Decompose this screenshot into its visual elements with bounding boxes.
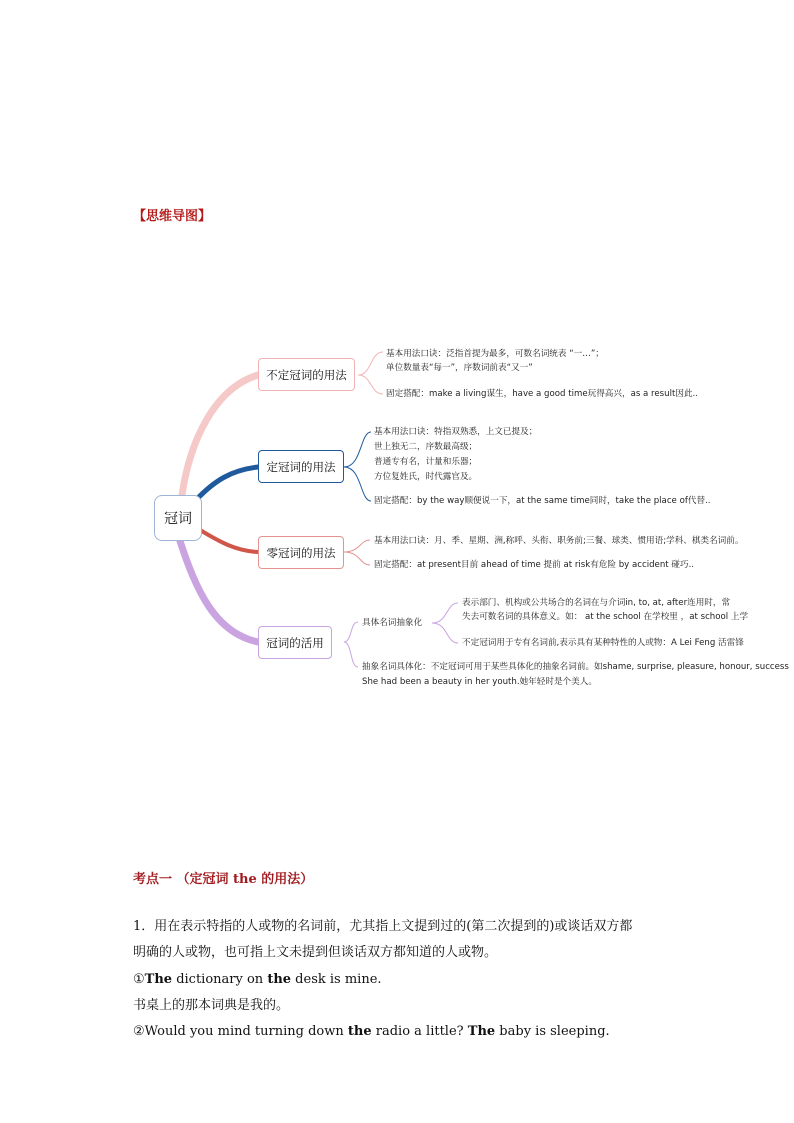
brace-4 [344,622,358,667]
branch4-line1: 抽象名词具体化：不定冠词可用于某些具体化的抽象名词前。如shame, surprise, pleasure, honour, success [362,662,789,672]
mindmap-heading: 【思维导图】 [133,209,212,224]
example1 [133,967,382,993]
brace-2 [344,432,371,501]
branch-node-article-flexible-use: 冠词的活用 [258,626,332,659]
branch2-line2: 世上独无二，序数最高级； [374,442,478,452]
branch1-line3: 固定搭配：make a living谋生，have a good time玩得高兴，as a result因此.. [386,389,699,399]
branch2-line1: 基本用法口诀：特指双熟悉，上文已提及； [374,427,538,437]
example1-translation: 书桌上的那本词典是我的。 [133,998,290,1013]
branch4-sub-line2: 失去可数名词的具体意义。如： at the school 在学校里 ，at school 上学 [462,612,749,622]
branch1-line2: 单位数量表“每一”，序数词前表“又一” [386,363,533,373]
branch4-sub-line3: 不定冠词用于专有名词前,表示具有某种特性的人或物：A Lei Feng 活雷锋 [462,638,744,648]
example1-number: ① [133,972,145,987]
example2-the-2: The [467,1024,496,1039]
example1-the-1: The [144,972,173,987]
paragraph1-line1: 1．用在表示特指的人或物的名词前，尤其指上文提到过的(第二次提到的)或谈话双方都 [133,919,633,934]
branch-connector-4 [180,541,258,642]
brace-1 [358,352,383,394]
example2-rest: baby is sleeping. [495,1024,610,1039]
branch4-line2: She had been a beauty in her youth.她年轻时是个美人。 [362,677,597,687]
branch-node-definite-article: 定冠词的用法 [258,450,344,483]
branch4-sub-label: 具体名词抽象化 [362,618,423,628]
branch2-line4: 方位复姓氏，时代露官及。 [374,472,478,482]
example2-mid: radio a little? [371,1024,468,1039]
branch-node-zero-article: 零冠词的用法 [258,536,344,569]
brace-3 [344,540,370,565]
branch2-line3: 普通专有名，计量和乐器； [374,457,478,467]
paragraph1-line2: 明确的人或物，也可指上文未提到但谈话双方都知道的人或物。 [133,945,498,960]
brace-4-sub [432,603,458,643]
branch1-line1: 基本用法口诀：泛指首提为最多，可数名词统表 “一…”； [386,349,604,359]
branch4-sub-line1: 表示部门、机构或公共场合的名词在与介词in, to, at, after连用时，常 [462,598,731,608]
example2-pre: Would you mind turning down [144,1024,348,1039]
section-title: 考点一 （定冠词 the 的用法） [133,872,314,887]
branch3-line1: 基本用法口诀：月、季、星期、洲,称呼、头衔、职务前;三餐、球类、惯用语;学科、棋类名词前。 [374,536,744,546]
example2 [133,1019,610,1045]
example2-the-1: the [347,1024,372,1039]
example1-mid: dictionary on [172,972,268,987]
example1-the-2: the [267,972,292,987]
example2-number: ② [133,1024,145,1039]
branch2-line5: 固定搭配：by the way顺便说一下，at the same time同时，take the place of代替.. [374,496,711,506]
mindmap-root-node: 冠词 [154,495,202,541]
branch-connector-3 [200,530,258,552]
branch-node-indefinite-article: 不定冠词的用法 [258,358,355,391]
branch3-line2: 固定搭配：at present目前 ahead of time 提前 at risk有危险 by accident 碰巧.. [374,560,695,570]
branch-connector-2 [196,467,258,500]
example1-rest: desk is mine. [291,972,382,987]
